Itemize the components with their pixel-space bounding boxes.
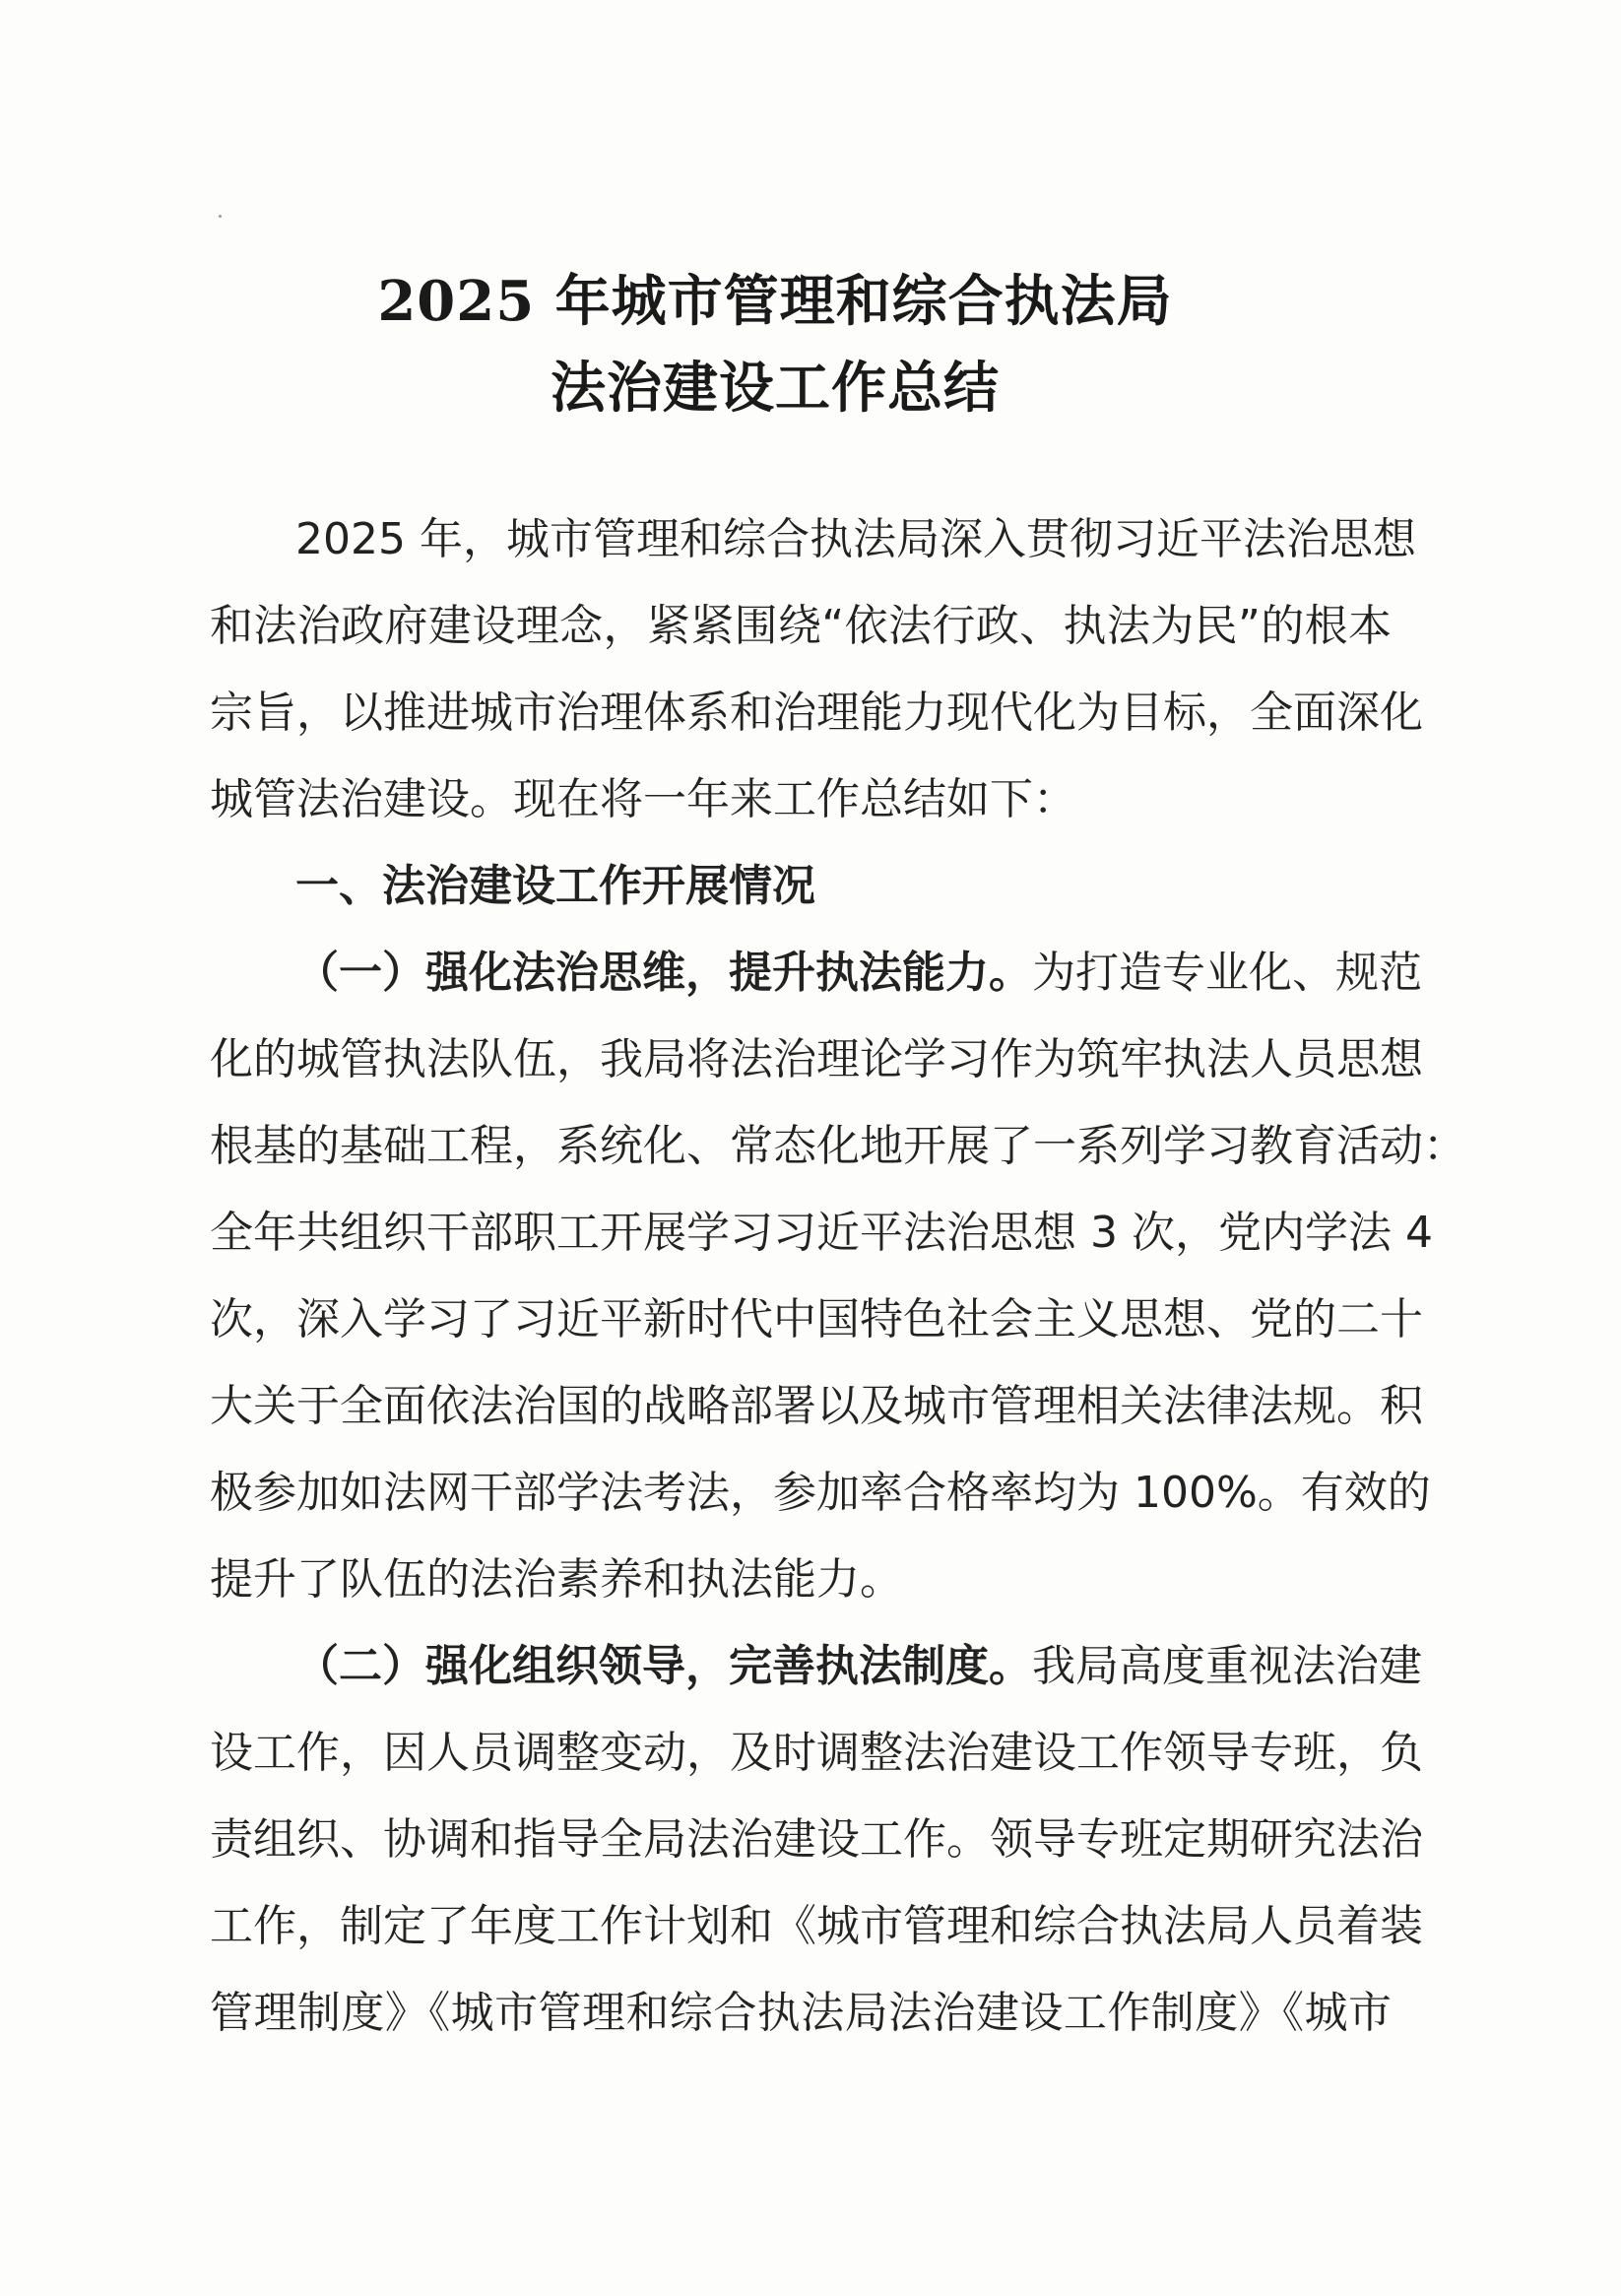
intro-line-3: 宗旨，以推进城市治理体系和治理能力现代化为目标，全面深化	[210, 688, 1423, 738]
intro-line-1: 2025 年，城市管理和综合执法局深入贯彻习近平法治思想	[295, 514, 1416, 564]
sub1-heading: （一）强化法治思维，提升执法能力。	[295, 948, 1032, 998]
sub1-line-8: 提升了队伍的法治素养和执法能力。	[210, 1554, 903, 1605]
sub2-line-3: 责组织、协调和指导全局法治建设工作。领导专班定期研究法治	[210, 1814, 1423, 1865]
sub1-line-1	[295, 930, 1422, 1017]
scan-speck	[219, 215, 222, 218]
sub1-line-5: 次，深入学习了习近平新时代中国特色社会主义思想、党的二十	[210, 1294, 1423, 1345]
sub1-line-7: 极参加如法网干部学法考法，参加率合格率均为 100%。有效的	[210, 1468, 1431, 1518]
sub2-line-2: 设工作，因人员调整变动，及时调整法治建设工作领导专班，负	[210, 1728, 1423, 1778]
sub1-line-1-text: 为打造专业化、规范	[1032, 948, 1422, 998]
sub1-line-4: 全年共组织干部职工开展学习习近平法治思想 3 次，党内学法 4	[210, 1208, 1433, 1258]
intro-line-2: 和法治政府建设理念，紧紧围绕“依法行政、执法为民”的根本	[210, 601, 1392, 651]
sub2-line-1	[295, 1623, 1422, 1710]
sub1-line-2: 化的城管执法队伍，我局将法治理论学习作为筑牢执法人员思想	[210, 1034, 1423, 1084]
sub2-line-5: 管理制度》《城市管理和综合执法局法治建设工作制度》《城市	[210, 1988, 1392, 2038]
sub1-line-6: 大关于全面依法治国的战略部署以及城市管理相关法律法规。积	[210, 1381, 1423, 1431]
document-title-line-1: 2025 年城市管理和综合执法局	[377, 269, 1173, 334]
document-title-line-2: 法治建设工作总结	[551, 356, 1000, 421]
sub2-line-4: 工作，制定了年度工作计划和《城市管理和综合执法局人员着装	[210, 1901, 1423, 1951]
sub2-heading: （二）强化组织领导，完善执法制度。	[295, 1641, 1032, 1691]
section-heading: 一、法治建设工作开展情况	[295, 861, 815, 911]
sub2-line-1-text: 我局高度重视法治建	[1032, 1641, 1422, 1691]
sub1-line-3: 根基的基础工程，系统化、常态化地开展了一系列学习教育活动：	[210, 1121, 1466, 1171]
intro-line-4: 城管法治建设。现在将一年来工作总结如下：	[210, 774, 1076, 824]
